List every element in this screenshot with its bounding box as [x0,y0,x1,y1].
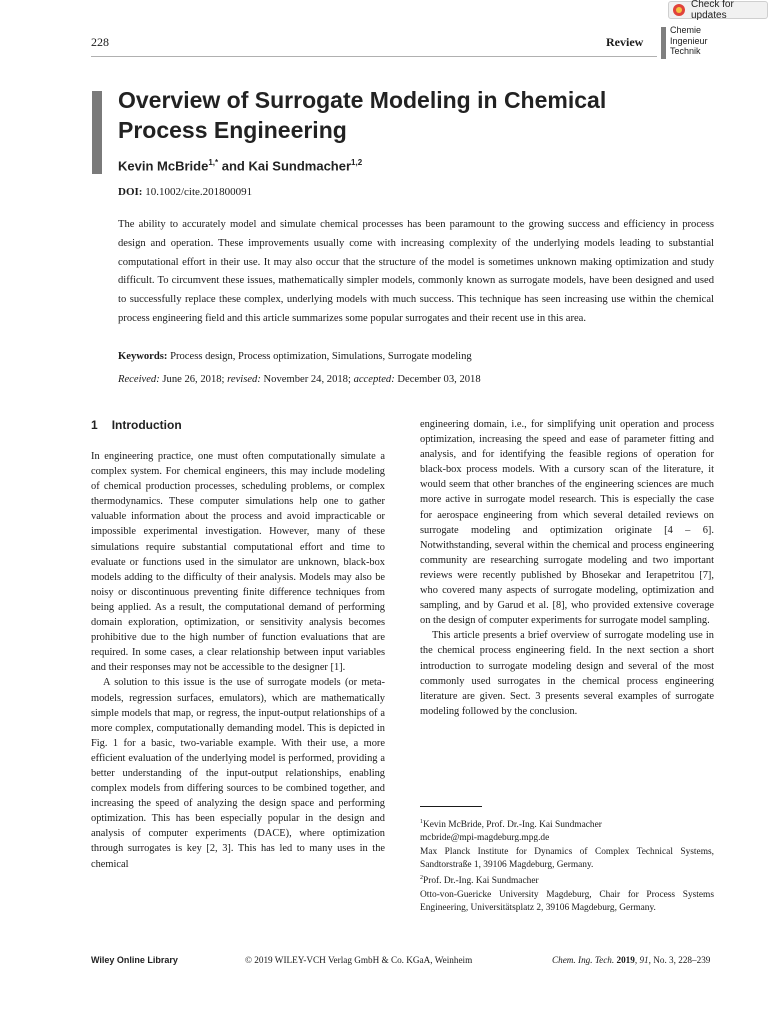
revised-date: November 24, 2018; [260,374,354,385]
paragraph: In engineering practice, one must often computationally simulate a complex system. For chemical engineers, this may include modeling of chemical production processes, scheduling problems, or complex thermodynamics. These computer simulations help one to gather valuable information about the process and avoid impracticable or impossible experimental investigation. However, many of these simulations require substantial computational effort and time to evaluate or functions used in the simulator are unknown, black-box models adding to the difficulty of their analysis. Models may also be noisy or discontinuous preventing finite difference techniques from being applied. As a result, the computational demand of performing domain exploration, optimization, or sensitivity analysis becomes prohibitive due to the high number of function evaluations that are required. In some cases, a clear relationship between input variables and their responses may not be accessible to the designer [1]. [91,451,385,674]
doi-line [118,186,252,198]
accepted-label: accepted: [353,374,395,385]
right-column [420,417,714,719]
footnote-1-name: $^1$Kevin McBride, Prof. Dr.-Ing. Kai Sundmacher [420,819,602,831]
title-accent-bar [92,91,102,174]
author-1-affiliation: 1,* [208,158,219,167]
paragraph: A solution to this issue is the use of surrogate models (or meta-models, regression surfaces, emulators), which are mathematically simple models that map, or regress, the input-output relationships of a more complex, computationally demanding model. This is depicted in Fig. 1 for a basic, two-variable example. With their use, a more efficient evaluation of the underlying model is performed, providing a better understanding of the input-output relationships, enabling complex models from differing sources to be combined together, and increasing the speed of analyzing the design space and performing optimization. This has been especially popular in the design and analysis of computer experiments (DACE), where optimization through surrogates is key [2, 3]. This has led to many uses in the chemical [91,677,385,870]
section-number: 1 [91,418,98,432]
paragraph: This article presents a brief overview of surrogate modeling use in the chemical process engineering field. In the next section a short introduction to surrogate modeling design and several of the most commonly used surrogates in the chemical process engineering literature are given. Sect. 3 presents several examples of surrogate modeling followed by the conclusion. [420,630,714,717]
paragraph: engineering domain, i.e., for simplifying unit operation and process optimization, increasing the speed and ease of parameter fitting and analysis, and for identifying the feasible regions of operation for black-box process models. With a cursory scan of the literature, it would seem that other branches of the engineering sciences are much more active in surrogate model research. This is especially the case for aerospace engineering from which several detailed reviews on surrogate modeling and optimization originate [4 – 6]. Notwithstanding, several within the chemical and process engineering community are researching surrogate modeling and two important reviews were recently published by Bhosekar and Ierapetritou [7], who covered many aspects of surrogate modeling, optimization and sampling, and by Garud et al. [8], who provided extensive coverage on the design of computer experiments for surrogate model sampling. [420,419,714,627]
copyright: © 2019 WILEY-VCH Verlag GmbH & Co. KGaA, Weinheim [245,955,473,965]
citation [552,955,710,965]
doi-link[interactable]: 10.1002/cite.201800091 [145,186,253,198]
left-column [91,449,385,872]
check-for-updates-label: Check for updates [691,0,734,21]
received-date: June 26, 2018; [159,374,228,385]
revised-label: revised: [227,374,261,385]
author-1: Kevin McBride [118,158,209,174]
received-label: Received: [118,374,160,385]
journal-abbrev: Chem. Ing. Tech. [552,955,615,965]
footnote-1-affiliation: Max Planck Institute for Dynamics of Complex Technical Systems, Sandtorstraße 1, 39106 Magdeburg, Germany. [420,846,714,871]
section-label: Review [606,35,644,49]
keywords-line [118,351,714,362]
author-separator: and [218,158,249,174]
citation-year: 2019 [614,955,635,965]
doi-label: DOI: [118,186,143,198]
author-2-affiliation: 1,2 [351,158,363,167]
section-heading-introduction [91,418,182,432]
journal-logo-line-2: Ingenieur [670,35,708,46]
abstract: The ability to accurately model and simulate chemical processes has been paramount to the growing success and efficiency in process design and operation. These improvements usually come with increasing complexity of the underlying models leading to substantial computational effort in their use. It may also occur that the structure of the model is sometimes unknown making optimization and study difficult. To circumvent these issues, mathematically simpler models, commonly known as surrogate models, have been designed and used to successfully replace these complex, underlying models with much success. This technique has seen increasing use within the chemical process engineering field and this article summarizes some popular surrogates and their recent use in this area. [118,219,714,324]
crossmark-icon [673,4,685,16]
journal-logo-bar [661,27,666,59]
journal-logo-line-1: Chemie [670,25,702,35]
footnote-1-email[interactable]: mcbride@mpi-magdeburg.mpg.de [420,833,550,844]
footnote-2-affiliation: Otto-von-Guericke University Magdeburg, Chair for Process Systems Engineering, Universitätsplatz 2, 39106 Magdeburg, Germany. [420,889,714,914]
page-number: 228 [91,35,109,49]
header-divider [91,56,657,57]
wiley-online-library-logo: Wiley Online Library [91,955,178,965]
article-title: Overview of Surrogate Modeling in Chemical Process Engineering [118,87,607,143]
footnote-divider [420,806,482,807]
journal-logo-line-3: Technik [670,46,701,56]
keywords-text: Process design, Process optimization, Simulations, Surrogate modeling [167,351,472,362]
accepted-date: December 03, 2018 [394,374,481,385]
citation-volume: , 91, [634,955,651,965]
footnote-2-name: $^2$Prof. Dr.-Ing. Kai Sundmacher [420,875,539,887]
author-list [118,158,362,173]
check-for-updates-button[interactable] [668,1,768,19]
journal-logo [670,25,740,57]
section-title: Introduction [111,418,182,432]
keywords-label: Keywords: [118,351,168,362]
footnotes [420,816,714,915]
article-dates [118,374,714,385]
author-2: Kai Sundmacher [248,158,352,174]
citation-issue-pages: No. 3, 228–239 [650,955,711,965]
